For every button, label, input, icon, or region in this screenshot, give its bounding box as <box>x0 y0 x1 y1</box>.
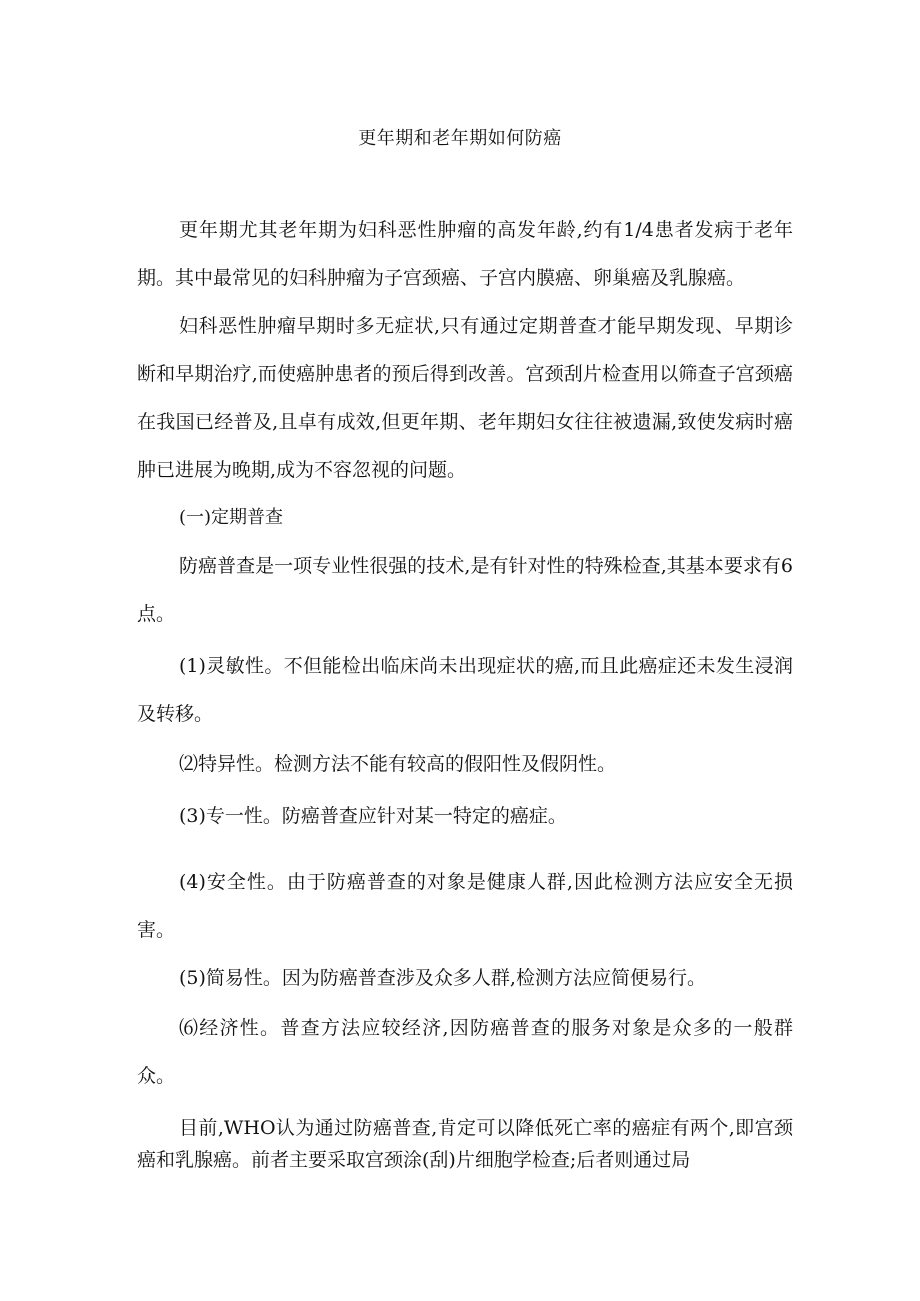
list-item-economy: ⑹经济性。普查方法应较经济,因防癌普查的服务对象是众多的一般群众。 <box>137 1017 793 1087</box>
document-title: 更年期和老年期如何防癌 <box>358 128 562 149</box>
list-item-exclusivity: (3)专一性。防癌普查应针对某一特定的癌症。 <box>179 805 567 827</box>
section-heading-regular-screening: (一)定期普查 <box>179 507 284 528</box>
list-item-sensitivity: (1)灵敏性。不但能检出临床尚未出现症状的癌,而且此癌症还未发生浸润及转移。 <box>137 655 793 725</box>
paragraph-early-symptoms: 妇科恶性肿瘤早期时多无症状,只有通过定期普查才能早期发现、早期诊断和早期治疗,而使癌肿患者的预后得到改善。宫颈刮片检查用以筛查子宫颈癌在我国已经普及,且卓有成效,但更年期、老年期妇女往往被遗漏,致使发病时癌肿已进展为晚期,成为不容忽视的问题。 <box>137 315 793 481</box>
paragraph-screening-requirements: 防癌普查是一项专业性很强的技术,是有针对性的特殊检查,其基本要求有6点。 <box>137 555 793 625</box>
list-item-specificity: ⑵特异性。检测方法不能有较高的假阳性及假阴性。 <box>179 753 617 775</box>
list-item-simplicity: (5)简易性。因为防癌普查涉及众多人群,检测方法应简便易行。 <box>179 967 706 989</box>
paragraph-who-statement: 目前,WHO认为通过防癌普查,肯定可以降低死亡率的癌症有两个,即宫颈癌和乳腺癌。前者主要采取宫颈涂(刮)片细胞学检查;后者则通过局 <box>137 1117 793 1171</box>
paragraph-intro: 更年期尤其老年期为妇科恶性肿瘤的高发年龄,约有1/4患者发病于老年期。其中最常见的妇科肿瘤为子宫颈癌、子宫内膜癌、卵巢癌及乳腺癌。 <box>137 219 793 289</box>
list-item-safety: (4)安全性。由于防癌普查的对象是健康人群,因此检测方法应安全无损害。 <box>137 871 793 941</box>
